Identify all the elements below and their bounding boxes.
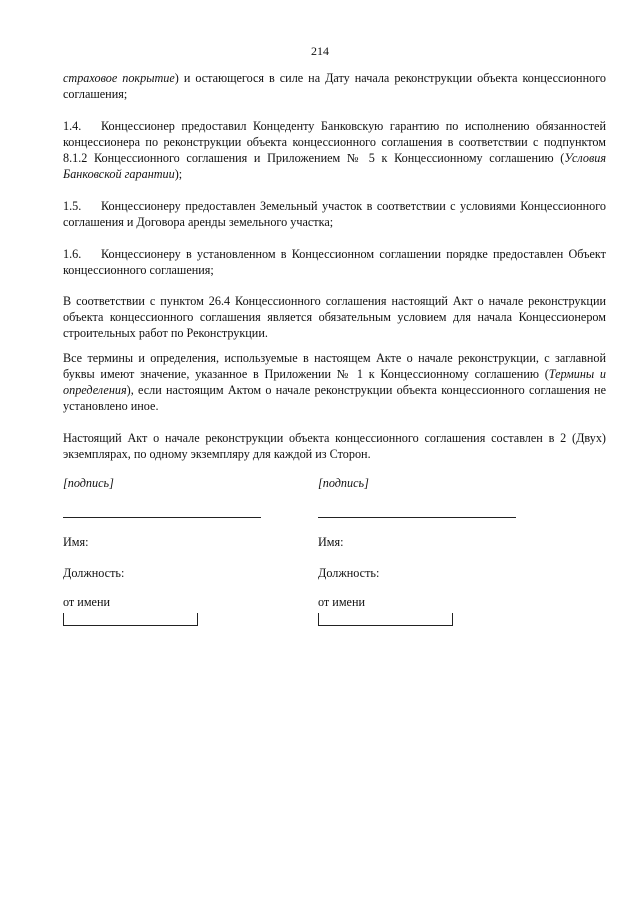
- text-run: Концессионер предоставил Концеденту Банковскую гарантию по исполнению обязанностей концессионера по реконструкции объекта концессионного соглашения в соответствии с подпунктом 8.1.2 Концессионного соглашения и Приложением № 5 к Концессионному соглашению (: [63, 119, 606, 165]
- signature-placeholder: [подпись]: [63, 476, 114, 490]
- italic-reference: Условия Банковской гарантии: [63, 151, 606, 181]
- text-run: );: [174, 167, 183, 181]
- paragraph-copies: [63, 430, 606, 462]
- signature-block-right: [318, 472, 518, 632]
- position-label: Должность:: [63, 566, 125, 580]
- paragraph-1-6-object-provided: [63, 246, 606, 278]
- paragraph-1-5-land-plot: [63, 198, 606, 230]
- text-run: ) и остающегося в силе на Дату начала реконструкции объекта концессионного соглашения;: [63, 71, 606, 101]
- text-run: Концессионеру предоставлен Земельный участок в соответствии с условиями Концессионного соглашения и Договора аренды земельного участка;: [63, 199, 606, 229]
- text-run: Концессионеру в установленном в Концессионном соглашении порядке предоставлен Объект концессионного соглашения;: [63, 247, 606, 277]
- signature-block-left: [63, 472, 263, 632]
- paragraph-1-4-bank-guarantee: [63, 118, 606, 182]
- signature-line: [318, 517, 516, 518]
- text-run: Все термины и определения, используемые в настоящем Акте о начале реконструкции, с заглавной буквы имеют значение, указанное в Приложении № 1 к Концессионному соглашению (: [63, 351, 606, 381]
- text-run: В соответствии с пунктом 26.4 Концессионного соглашения настоящий Акт о начале реконструкции объекта концессионного соглашения является обязательным условием для начала Концессионером строительных работ по Реконструкции.: [63, 294, 606, 340]
- on-behalf-label: от имени: [63, 595, 110, 609]
- signature-line: [63, 517, 261, 518]
- paragraph-clause-26-4: [63, 293, 606, 341]
- paragraph-terms-definitions: [63, 350, 606, 414]
- page-number: 214: [311, 44, 329, 58]
- on-behalf-label: от имени: [318, 595, 365, 609]
- signature-placeholder: [подпись]: [318, 476, 369, 490]
- italic-reference: страховое покрытие: [63, 71, 175, 85]
- clause-number: 1.6.: [63, 247, 82, 261]
- clause-number: 1.5.: [63, 199, 82, 213]
- italic-reference: Термины и определения: [63, 367, 606, 397]
- position-label: Должность:: [318, 566, 380, 580]
- text-run: ), если настоящим Актом о начале реконструкции объекта концессионного соглашения не установлено иное.: [63, 383, 606, 413]
- name-label: Имя:: [318, 535, 344, 549]
- text-run: Настоящий Акт о начале реконструкции объекта концессионного соглашения составлен в 2 (Двух) экземплярах, по одному экземпляру для каждой из Сторон.: [63, 431, 606, 461]
- name-label: Имя:: [63, 535, 89, 549]
- clause-number: 1.4.: [63, 119, 82, 133]
- paragraph-insurance-tail: [63, 70, 606, 102]
- party-name-field[interactable]: [318, 613, 453, 626]
- party-name-field[interactable]: [63, 613, 198, 626]
